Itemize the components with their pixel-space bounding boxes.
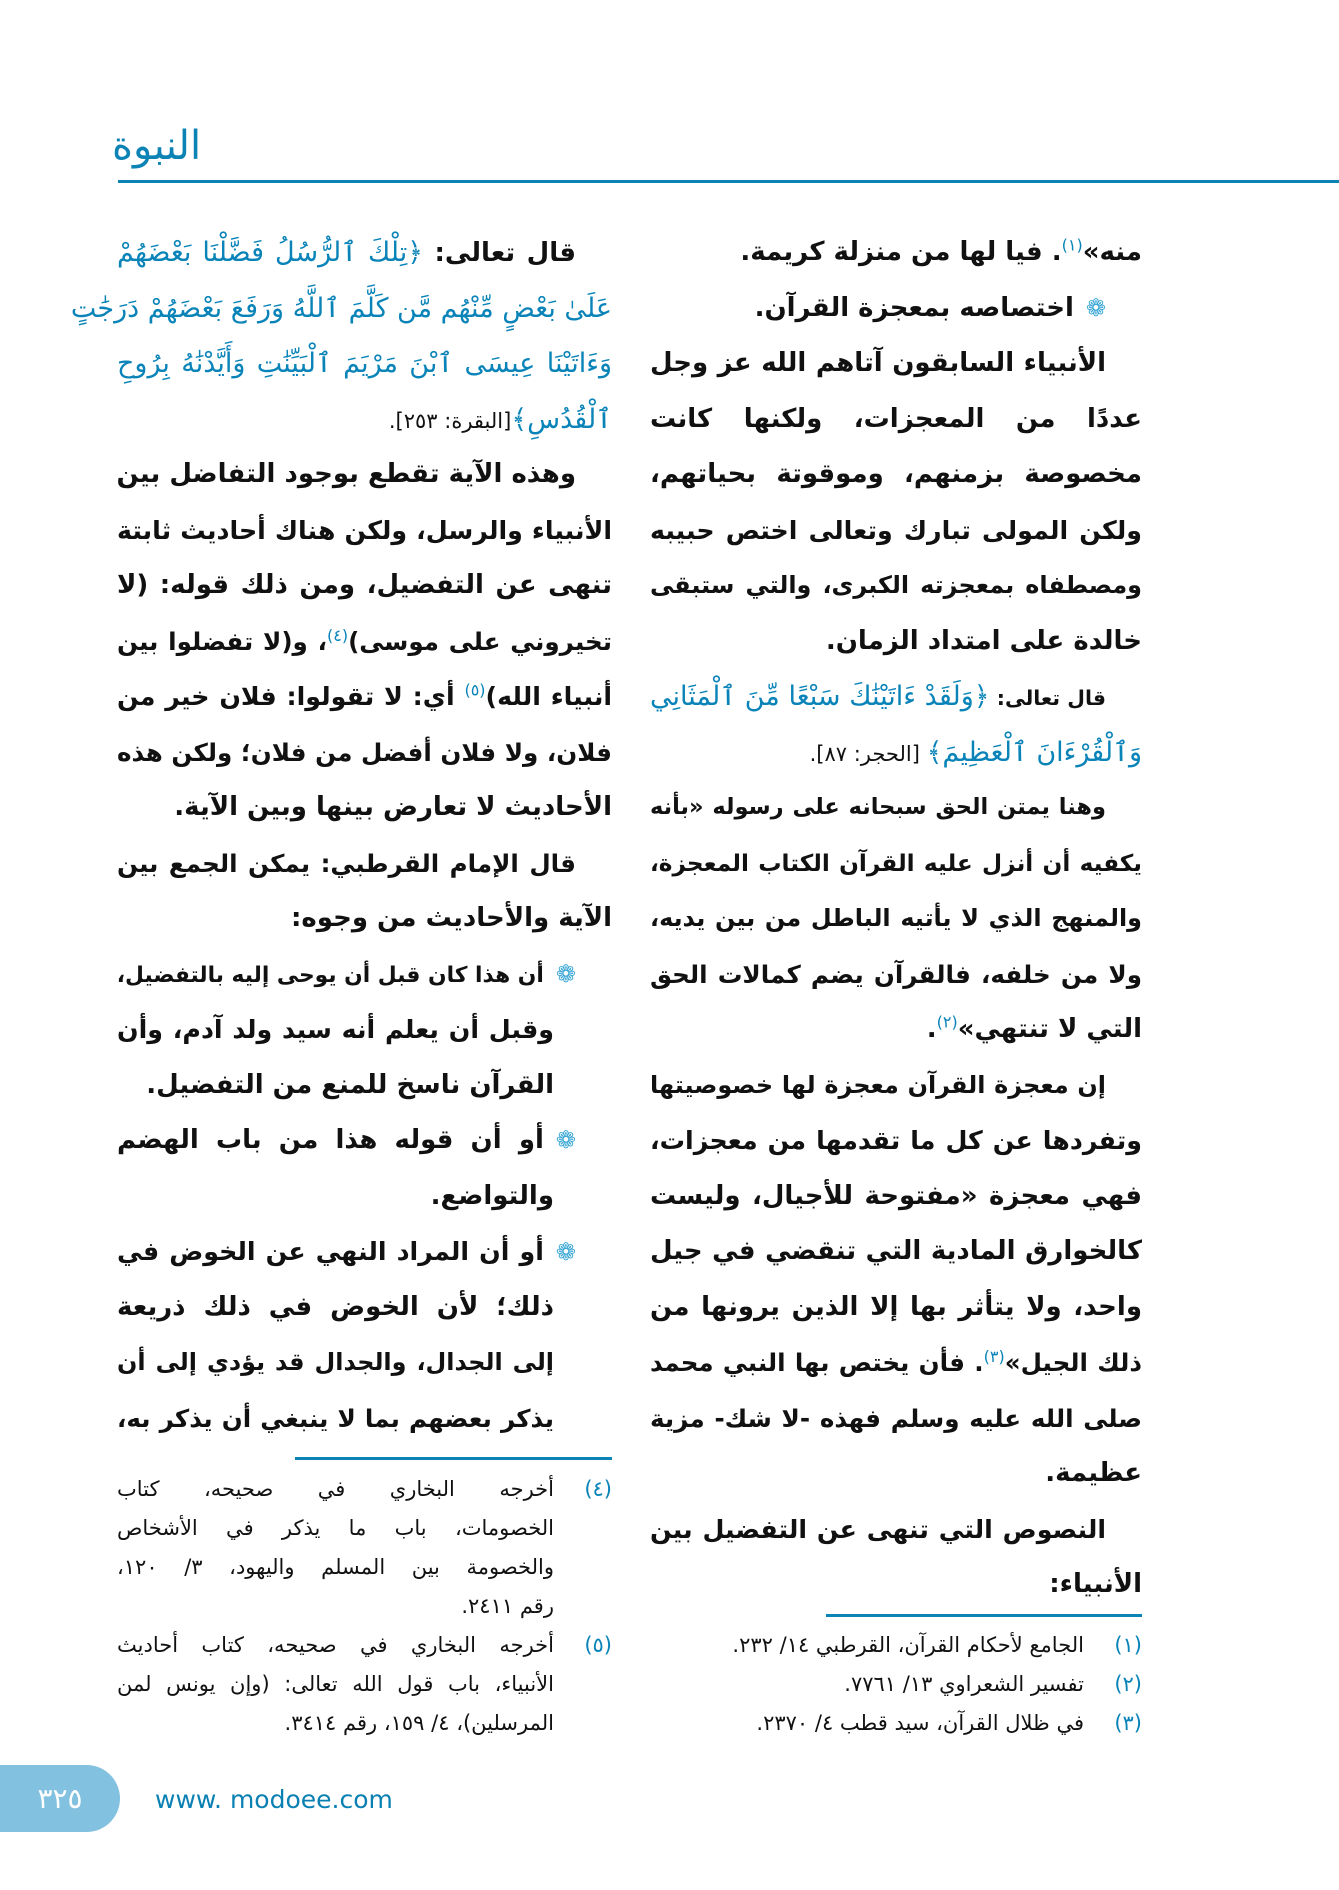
text-line xyxy=(650,725,1142,781)
footnote-number: (٣) xyxy=(1114,1711,1142,1735)
text-line xyxy=(650,669,1142,725)
body-text: وقبل أن يعلم أنه سيد ولد آدم، وأن xyxy=(117,1015,554,1044)
body-text: والمنهج الذي لا يأتيه الباطل من بين يديه، xyxy=(650,904,1142,932)
text-line xyxy=(650,1113,1142,1169)
verse-reference: [البقرة: ٢٥٣]. xyxy=(388,408,512,433)
footnote-marker[interactable]: (٤) xyxy=(326,625,349,645)
quran-verse: ﴿تِلْكَ ٱلرُّسُلُ فَضَّلْنَا بَعْضَهُمْ xyxy=(117,237,424,268)
text-line xyxy=(650,1280,1142,1336)
footnote-text: والخصومة بين المسلم واليهود، ٣/ ١٢٠، xyxy=(117,1555,554,1579)
body-text: . xyxy=(926,1014,937,1044)
text-line xyxy=(650,780,1142,836)
quran-verse: وَٱلْقُرْءَانَ ٱلْعَظِيمَ﴾ xyxy=(926,736,1142,768)
body-text: واحد، ولا يتأثر بها إلا الذين يرونها من xyxy=(650,1291,1142,1322)
text-line xyxy=(650,281,1142,337)
body-text: أو أن المراد النهي عن الخوض في xyxy=(117,1237,544,1266)
body-text: أن هذا كان قبل أن يوحى إليه بالتفضيل، xyxy=(116,962,544,988)
text-line xyxy=(650,1557,1142,1613)
body-text: ومصطفاه بمعجزته الكبرى، والتي ستبقى xyxy=(650,571,1142,599)
quran-verse: ٱلْقُدُسِ﴾ xyxy=(511,403,612,435)
quran-verse: ﴿وَلَقَدْ ءَاتَيْنَٰكَ سَبْعًا مِّنَ ٱلْمَثَانِي xyxy=(650,681,990,712)
body-text: عددًا من المعجزات، ولكنها كانت xyxy=(650,403,1142,434)
text-line xyxy=(117,225,612,281)
text-line xyxy=(117,614,612,670)
running-header-title: النبوة xyxy=(112,123,202,169)
body-text: التي لا تنتهي» xyxy=(957,1014,1142,1044)
footnote-marker[interactable]: (١) xyxy=(1061,235,1083,255)
text-line xyxy=(117,1280,612,1336)
body-text: ولا من خلفه، فالقرآن يضم كمالات الحق xyxy=(650,959,1142,989)
text-line xyxy=(117,1224,612,1280)
body-text: تنهى عن التفضيل، ومن ذلك قوله: (لا xyxy=(117,570,612,600)
text-line xyxy=(117,780,612,836)
header-rule xyxy=(118,180,1339,183)
text-line xyxy=(70,281,612,337)
body-text: أي: لا تقولوا: فلان خير من xyxy=(117,682,465,711)
body-text: وتفردها عن كل ما تقدمها من معجزات، xyxy=(650,1126,1142,1155)
body-text: ذلك الجيل» xyxy=(1004,1348,1142,1377)
text-line xyxy=(650,336,1142,392)
body-text: الأحاديث لا تعارض بينها وبين الآية. xyxy=(174,792,612,822)
body-text: خالدة على امتداد الزمان. xyxy=(825,625,1142,656)
body-text: النصوص التي تنهى عن التفضيل بين xyxy=(650,1514,1106,1544)
footnote-text: أخرجه البخاري في صحيحه، كتاب أحاديث xyxy=(117,1633,554,1657)
text-line xyxy=(117,836,612,892)
footnote-text: الأنبياء، باب قول الله تعالى: (وإن يونس لمن xyxy=(117,1672,554,1696)
text-line xyxy=(117,1113,612,1169)
text-line xyxy=(650,614,1142,670)
footnote-number: (٤) xyxy=(584,1477,612,1501)
footnote-text: المرسلين)، ٤/ ١٥٩، رقم ٣٤١٤. xyxy=(284,1711,554,1735)
body-text: فهي معجزة «مفتوحة للأجيال، وليست xyxy=(650,1180,1142,1211)
left-footnotes xyxy=(117,1470,612,1743)
body-text: الآية والأحاديث من وجوه: xyxy=(291,903,612,933)
body-text: ذلك؛ لأن الخوض في ذلك ذريعة xyxy=(117,1291,554,1322)
text-line xyxy=(117,669,612,725)
body-text: كالخوارق المادية التي تنقضي في جيل xyxy=(650,1236,1142,1266)
right-footnote-rule xyxy=(826,1614,1142,1617)
text-line xyxy=(117,392,612,448)
right-column xyxy=(650,225,1142,1613)
text-line xyxy=(650,891,1142,947)
text-line xyxy=(650,1058,1142,1114)
body-text: تخيروني على موسى) xyxy=(348,626,612,656)
body-text: قال تعالى: xyxy=(423,238,576,268)
body-text: الأنبياء والرسل، ولكن هناك أحاديث ثابتة xyxy=(117,515,612,545)
text-line xyxy=(117,1002,612,1058)
body-text: قال الإمام القرطبي: يمكن الجمع بين xyxy=(117,848,576,878)
quran-verse: عَلَىٰ بَعْضٍ مِّنْهُم مَّن كَلَّمَ ٱللَّهُ وَرَفَعَ بَعْضَهُمْ دَرَجَٰتٍ xyxy=(70,292,612,324)
footnote-number: (٥) xyxy=(584,1633,612,1657)
footnote xyxy=(650,1704,1142,1743)
footnote-number: (١) xyxy=(1114,1633,1142,1657)
body-text: صلى الله عليه وسلم فهذه -لا شك- مزية xyxy=(650,1403,1142,1433)
body-text: الأنبياء السابقون آتاهم الله عز وجل xyxy=(650,348,1106,378)
body-text: يذكر بعضهم بما لا ينبغي أن يذكر به، xyxy=(117,1403,554,1433)
footnote-text: الخصومات، باب ما يذكر في الأشخاص xyxy=(117,1516,554,1540)
body-text: عظيمة. xyxy=(1045,1458,1142,1488)
left-footnote-rule xyxy=(295,1457,612,1460)
footnote xyxy=(650,1665,1142,1704)
body-text: وهذه الآية تقطع بوجود التفاضل بين xyxy=(116,459,576,489)
body-text: فلان، ولا فلان أفضل من فلان؛ ولكن هذه xyxy=(117,737,612,767)
text-line xyxy=(650,447,1142,503)
footnote-marker[interactable]: (٥) xyxy=(464,680,486,700)
left-column xyxy=(70,225,612,1446)
footnote-text: الجامع لأحكام القرآن، القرطبي ١٤/ ٢٣٢. xyxy=(732,1633,1084,1657)
text-line xyxy=(117,447,612,503)
footnote-text: أخرجه البخاري في صحيحه، كتاب xyxy=(117,1477,554,1501)
text-line xyxy=(117,1169,612,1225)
text-line xyxy=(650,1502,1142,1558)
text-line xyxy=(650,1169,1142,1225)
bullet-icon: ❁ xyxy=(555,959,576,988)
body-text: والتواضع. xyxy=(430,1180,554,1211)
body-text: إن معجزة القرآن معجزة لها خصوصيتها xyxy=(650,1070,1106,1099)
body-text: اختصاصه بمعجزة القرآن. xyxy=(754,292,1074,323)
footnote-text: في ظلال القرآن، سيد قطب ٤/ ٢٣٧٠. xyxy=(756,1711,1084,1735)
text-line xyxy=(650,1391,1142,1447)
text-line xyxy=(117,1058,612,1114)
footnote-text: تفسير الشعراوي ١٣/ ٧٧٦١. xyxy=(844,1672,1084,1696)
body-text: يكفيه أن أنزل عليه القرآن الكتاب المعجزة، xyxy=(650,849,1142,877)
footnote-marker[interactable]: (٣) xyxy=(983,1346,1005,1366)
footnote xyxy=(650,1626,1142,1665)
verse-reference: [الحجر: ٨٧]. xyxy=(809,741,927,766)
body-text: القرآن ناسخ للمنع من التفضيل. xyxy=(146,1069,554,1100)
quran-verse: وَءَاتَيْنَا عِيسَى ٱبْنَ مَرْيَمَ ٱلْبَيِّنَٰتِ وَأَيَّدْنَٰهُ بِرُوحِ xyxy=(117,348,612,379)
body-text: وهنا يمتن الحق سبحانه على رسوله «بأنه xyxy=(650,794,1106,820)
text-line xyxy=(650,225,1142,281)
text-line xyxy=(117,1335,612,1391)
text-line xyxy=(117,1391,612,1447)
text-line xyxy=(650,558,1142,614)
body-text: ولكن المولى تبارك وتعالى اختص حبيبه xyxy=(650,515,1142,545)
footnote-number: (٢) xyxy=(1114,1672,1142,1696)
text-line xyxy=(650,836,1142,892)
body-text: مخصوصة بزمنهم، وموقوتة بحياتهم، xyxy=(650,459,1142,489)
body-text: الأنبياء: xyxy=(1049,1569,1142,1599)
body-text: ، و(لا تفضلوا بين xyxy=(117,626,327,656)
body-text: إلى الجدال، والجدال قد يؤدي إلى أن xyxy=(117,1348,554,1376)
right-footnotes xyxy=(650,1626,1142,1743)
text-line xyxy=(650,392,1142,448)
page-number-badge: ٣٢٥ xyxy=(0,1765,120,1832)
website-link[interactable]: www. modoee.com xyxy=(155,1785,393,1814)
body-text: منه» xyxy=(1082,237,1142,267)
body-text: قال تعالى: xyxy=(989,686,1106,710)
text-line xyxy=(650,947,1142,1003)
footnote-marker[interactable]: (٢) xyxy=(936,1012,958,1032)
text-line xyxy=(117,503,612,559)
body-text: أو أن قوله هذا من باب الهضم xyxy=(117,1125,544,1155)
text-line xyxy=(650,1446,1142,1502)
text-line xyxy=(117,947,612,1003)
text-line xyxy=(650,1335,1142,1391)
text-line xyxy=(117,336,612,392)
text-line xyxy=(117,558,612,614)
text-line xyxy=(650,1002,1142,1058)
body-text: أنبياء الله) xyxy=(485,682,612,711)
text-line xyxy=(117,891,612,947)
text-line xyxy=(117,725,612,781)
footnote xyxy=(117,1626,612,1743)
bullet-icon: ❁ xyxy=(555,1238,576,1266)
body-text: . فيا لها من منزلة كريمة. xyxy=(740,237,1062,267)
text-line xyxy=(650,1224,1142,1280)
bullet-icon: ❁ xyxy=(1085,293,1106,322)
text-line xyxy=(650,503,1142,559)
footnote xyxy=(117,1470,612,1626)
body-text: . فأن يختص بها النبي محمد xyxy=(650,1348,984,1377)
bullet-icon: ❁ xyxy=(555,1126,576,1154)
footnote-text: رقم ٢٤١١. xyxy=(461,1594,554,1618)
